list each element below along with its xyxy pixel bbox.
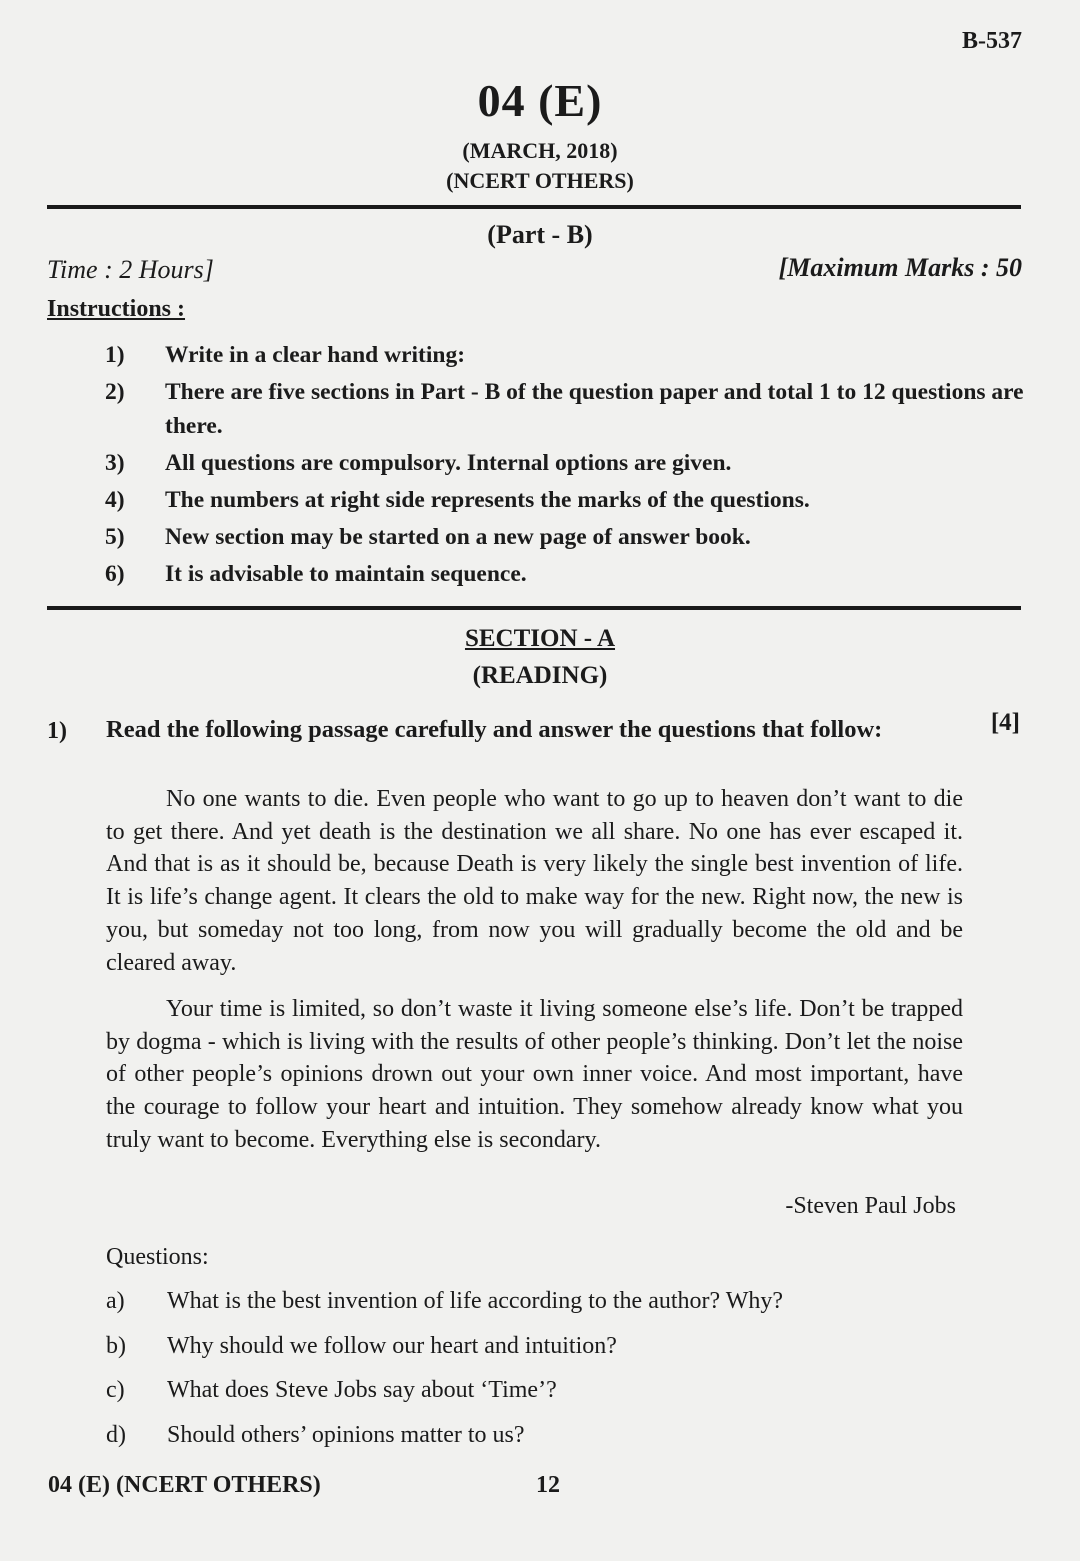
- sub-question-text: What is the best invention of life according to the author? Why?: [167, 1288, 784, 1314]
- paper-serial-code: B-537: [962, 28, 1022, 54]
- sub-question-letter: d): [106, 1421, 126, 1448]
- instruction-text: The numbers at right side represents the marks of the questions.: [165, 487, 810, 513]
- section-title: [0, 625, 1080, 653]
- instruction-text: All questions are compulsory. Internal options are given.: [165, 450, 732, 476]
- instruction-text: There are five sections in Part - B of the question paper and total 1 to 12 questions are there.: [165, 379, 1024, 439]
- footer-paper-code: 04 (E) (NCERT OTHERS): [48, 1472, 321, 1498]
- paper-code-title: 04 (E): [477, 75, 603, 126]
- sub-question: [106, 1372, 1006, 1408]
- instruction-number: 6): [105, 561, 125, 587]
- exam-date: (MARCH, 2018): [462, 138, 618, 163]
- sub-question: [106, 1283, 1006, 1319]
- instruction-item: [105, 338, 1025, 372]
- instructions-list: [105, 338, 1025, 594]
- sub-question-text: Why should we follow our heart and intuition?: [167, 1332, 617, 1359]
- part-label: (Part - B): [487, 220, 593, 249]
- sub-question-text: Should others’ opinions matter to us?: [167, 1421, 525, 1448]
- instruction-text: New section may be started on a new page of answer book.: [165, 524, 751, 550]
- passage-paragraph: Your time is limited, so don’t waste it living someone else’s life. Don’t be trapped by dogma - which is living with the results of other people’s thinking. Don’t let the noise of other people’s opinions drown out your own inner voice. And most important, have the courage to follow your heart and intuition. They somehow already know what you truly want to become. Everything else is secondary.: [106, 996, 963, 1153]
- instruction-item: [105, 520, 1025, 554]
- instructions-title: Instructions :: [47, 296, 186, 322]
- time-allowed: Time : 2 Hours]: [47, 255, 214, 284]
- sub-question-letter: c): [106, 1377, 125, 1403]
- instruction-text: It is advisable to maintain sequence.: [165, 561, 527, 587]
- exam-board: (NCERT OTHERS): [446, 168, 634, 193]
- maximum-marks: [Maximum Marks : 50: [778, 253, 1022, 282]
- page-number: 12: [536, 1472, 560, 1498]
- instruction-number: 4): [105, 487, 125, 513]
- question-marks: [4]: [990, 709, 1020, 736]
- instruction-number: 1): [105, 342, 125, 368]
- instruction-item: [105, 446, 1025, 480]
- instruction-item: [105, 375, 1025, 443]
- instruction-text: Write in a clear hand writing:: [165, 342, 466, 368]
- instruction-item: [105, 557, 1025, 591]
- sub-question: [106, 1328, 1006, 1364]
- section-title-text: SECTION - A: [464, 625, 616, 652]
- sub-question-letter: a): [106, 1288, 125, 1314]
- sub-question-letter: b): [106, 1332, 126, 1359]
- header-divider: [47, 205, 1021, 209]
- questions-label: Questions:: [106, 1244, 209, 1270]
- passage-paragraph: No one wants to die. Even people who want to go up to heaven don’t want to die to get there. And yet death is the destination we all share. No one has ever escaped it. And that is as it should be, because Death is very likely the single best invention of life. It is life’s change agent. It clears the old to make way for the new. Right now, the new is you, but someday not too long, from now you will gradually become the old and be cleared away.: [106, 786, 963, 976]
- instruction-number: 3): [105, 450, 125, 476]
- question-number: 1): [47, 718, 67, 744]
- instruction-item: [105, 483, 1025, 517]
- sub-questions-list: [106, 1283, 1006, 1461]
- instruction-number: 2): [105, 379, 125, 405]
- instruction-number: 5): [105, 524, 125, 550]
- section-subtitle: (READING): [472, 662, 608, 689]
- passage-author: -Steven Paul Jobs: [785, 1193, 956, 1219]
- instructions-divider: [47, 606, 1021, 610]
- sub-question: [106, 1417, 1006, 1453]
- sub-question-text: What does Steve Jobs say about ‘Time’?: [167, 1377, 557, 1403]
- question-prompt: Read the following passage carefully and answer the questions that follow:: [106, 716, 883, 743]
